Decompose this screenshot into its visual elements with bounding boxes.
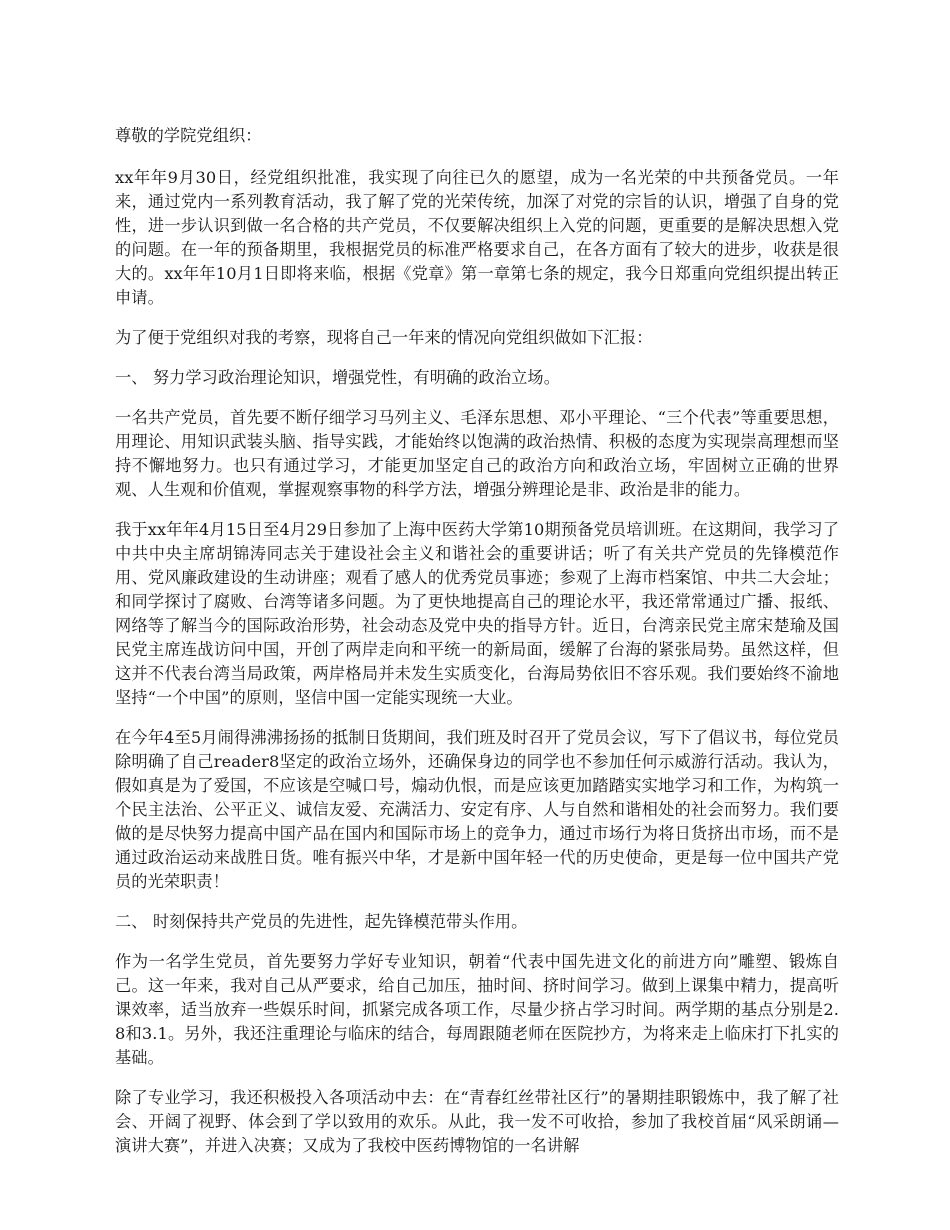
paragraph-intro: xx年年9月30日，经党组织批准，我实现了向往已久的愿望，成为一名光荣的中共预备党员。一年来，通过党内一系列教育活动，我了解了党的光荣传统，加深了对党的宗旨的认识，增强了自身的党性，进一步认识到做一名合格的共产党员，不仅要解决组织上入党的问题，更重要的是解决思想入党的问题。在一年的预备期里，我根据党员的标准严格要求自己，在各方面有了较大的进步，收获是很大的。xx年年10月1日即将来临，根据《党章》第一章第七条的规定，我今日郑重向党组织提出转正申请。 xyxy=(115,168,839,307)
section-heading-2: 二、 时刻保持共产党员的先进性，起先锋模范带头作用。 xyxy=(115,912,528,931)
paragraph-training-class: 我于xx年年4月15日至4月29日参加了上海中医药大学第10期预备党员培训班。在这期间，我学习了中共中央主席胡锦涛同志关于建设社会主义和谐社会的重要讲话；听了有关共产党员的先锋模范作用、党风廉政建设的生动讲座；观看了感人的优秀党员事迹；参观了上海市档案馆、中共二大会址；和同学探讨了腐败、台湾等诸多问题。为了更快地提高自己的理论水平，我还常常通过广播、报纸、网络等了解当今的国际政治形势，社会动态及党中央的指导方针。近日，台湾亲民党主席宋楚瑜及国民党主席连战访问中国，开创了两岸走向和平统一的新局面，缓解了台海的紧张局势。虽然这样，但这并不代表台湾当局政策，两岸格局并未发生实质变化，台海局势依旧不容乐观。我们要始终不渝地坚持“一个中国”的原则，坚信中国一定能实现统一大业。 xyxy=(115,520,839,707)
paragraph-activities: 除了专业学习，我还积极投入各项活动中去：在“青春红丝带社区行”的暑期挂职锻炼中，我了解了社会、开阔了视野、体会到了学以致用的欢乐。从此，我一发不可收拾，参加了我校首届“风采朗诵—演讲大赛”，并进入决赛；又成为了我校中医药博物馆的一名讲解 xyxy=(115,1088,839,1155)
paragraph-report-lead: 为了便于党组织对我的考察，现将自己一年来的情况向党组织做如下汇报： xyxy=(115,328,653,347)
section-heading-1: 一、 努力学习政治理论知识，增强党性，有明确的政治立场。 xyxy=(115,368,561,387)
salutation: 尊敬的学院党组织： xyxy=(115,126,262,145)
paragraph-student-member: 作为一名学生党员，首先要努力学好专业知识，朝着“代表中国先进文化的前进方向”雕塑、锻炼自己。这一年来，我对自己从严要求，给自己加压，抽时间、挤时间学习。做到上课集中精力，提高听课效率，适当放弃一些娱乐时间，抓紧完成各项工作，尽量少挤占学习时间。两学期的基点分别是2.8和3.1。另外，我还注重理论与临床的结合，每周跟随老师在医院抄方，为将来走上临床打下扎实的基础。 xyxy=(115,952,839,1067)
paragraph-boycott: 在今年4至5月闹得沸沸扬扬的抵制日货期间，我们班及时召开了党员会议，写下了倡议书，每位党员除明确了自己reader8坚定的政治立场外，还确保身边的同学也不参加任何示威游行活动。我认为，假如真是为了爱国，不应该是空喊口号，煽动仇恨，而是应该更加踏踏实实地学习和工作，为构筑一个民主法治、公平正义、诚信友爱、充满活力、安定有序、人与自然和谐相处的社会而努力。我们要做的是尽快努力提高中国产品在国内和国际市场上的竞争力，通过市场行为将日货挤出市场，而不是通过政治运动来战胜日货。唯有振兴中华，才是新中国年轻一代的历史使命，更是每一位中国共产党员的光荣职责！ xyxy=(115,728,839,891)
letter-body xyxy=(115,124,839,1174)
paragraph-theory-study: 一名共产党员，首先要不断仔细学习马列主义、毛泽东思想、邓小平理论、“三个代表”等重要思想，用理论、用知识武装头脑、指导实践，才能始终以饱满的政治热情、积极的态度为实现崇高理想而坚持不懈地努力。也只有通过学习，才能更加坚定自己的政治方向和政治立场，牢固树立正确的世界观、人生观和价值观，掌握观察事物的科学方法，增强分辨理论是非、政治是非的能力。 xyxy=(115,408,839,499)
